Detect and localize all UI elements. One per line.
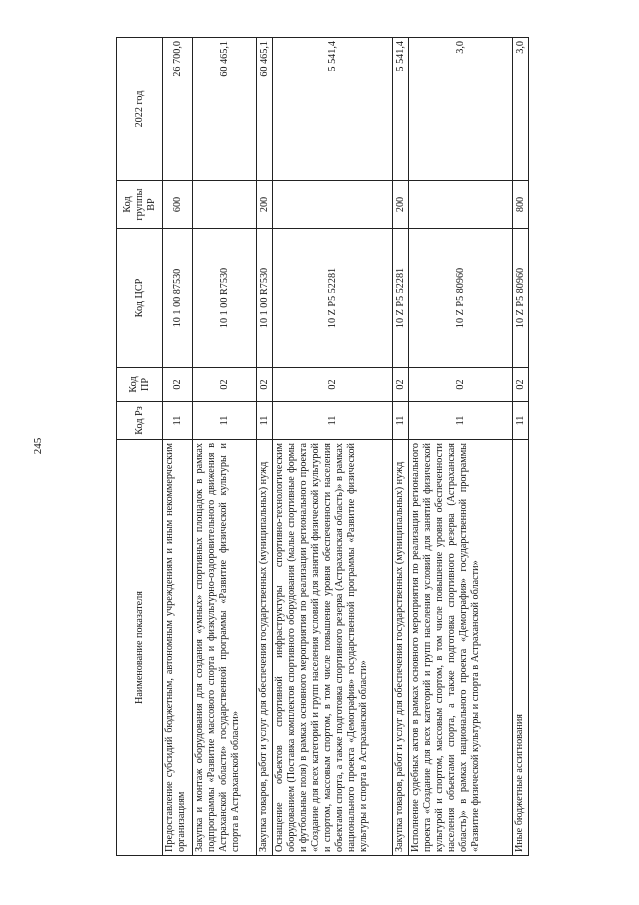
row-csr: 10 1 00 R7530 [193,229,257,368]
row-value: 60 465,1 [257,38,273,181]
row-csr: 10 Z P5 52281 [273,229,393,368]
table-header-row [117,38,163,856]
row-name: Предоставление субсидий бюджетным, автономным учреждениям и иным некоммерческим организациям [163,440,193,856]
header-name: Наименование показателя [117,440,163,856]
header-rz: Код Рз [117,402,163,440]
header-vr: Код группы ВР [117,181,163,229]
row-rz: 11 [393,402,409,440]
table-row [163,38,193,856]
header-csr: Код ЦСР [117,229,163,368]
row-value: 5 541,4 [273,38,393,181]
row-rz: 11 [257,402,273,440]
row-rz: 11 [193,402,257,440]
row-vr: 200 [257,181,273,229]
rotated-table-wrapper [116,38,528,856]
page-number: 245 [32,437,44,455]
table-row [393,38,409,856]
row-pr: 02 [257,368,273,402]
row-pr: 02 [193,368,257,402]
row-csr: 10 1 00 87530 [163,229,193,368]
row-pr: 02 [409,368,513,402]
row-pr: 02 [273,368,393,402]
row-csr: 10 Z P5 80960 [513,229,529,368]
header-pr: Код ПР [117,368,163,402]
row-vr: 200 [393,181,409,229]
row-pr: 02 [393,368,409,402]
row-vr: 800 [513,181,529,229]
row-value: 3,0 [513,38,529,181]
row-name: Оснащение объектов спортивной инфраструктуры спортивно-технологическим оборудованием (Поставка комплектов спортивного оборудования (малые спортивные формы и футбольные поля) в рамках основного мероприятия по реализации регионального проекта «Создание для всех категорий и групп населения условий для занятий физической культурой и спортом, массовым спортом, в том числе повышение уровня обеспеченности населения объектами спорта, а также подготовка спортивного резерва (Астраханская область)» в рамках национального проекта «Демография» государственной программы «Развитие физической культуры и спорта в Астраханской области» [273,440,393,856]
row-rz: 11 [163,402,193,440]
row-value: 3,0 [409,38,513,181]
table-row [193,38,257,856]
row-pr: 02 [163,368,193,402]
row-value: 60 465,1 [193,38,257,181]
row-name: Исполнение судебных актов в рамках основного мероприятия по реализации регионального проекта «Создание для всех категорий и групп населения условий для занятий физической культурой и спортом, массовым спортом, в том числе повышение уровня обеспеченности населения объектами спорта, а также подготовка спортивного резерва (Астраханская область)» в рамках национального проекта «Демография» государственной программы «Развитие физической культуры и спорта в Астраханской области» [409,440,513,856]
row-rz: 11 [513,402,529,440]
header-year: 2022 год [117,38,163,181]
row-value: 5 541,4 [393,38,409,181]
row-vr [193,181,257,229]
row-rz: 11 [409,402,513,440]
row-csr: 10 1 00 R7530 [257,229,273,368]
row-rz: 11 [273,402,393,440]
table-row [257,38,273,856]
table-row [409,38,513,856]
row-name: Иные бюджетные ассигнования [513,440,529,856]
row-vr [273,181,393,229]
row-csr: 10 Z P5 80960 [409,229,513,368]
row-value: 26 700,0 [163,38,193,181]
row-name: Закупка товаров, работ и услуг для обеспечения государственных (муниципальных) нужд [393,440,409,856]
row-vr: 600 [163,181,193,229]
table-row [273,38,393,856]
row-name: Закупка товаров, работ и услуг для обеспечения государственных (муниципальных) нужд [257,440,273,856]
row-vr [409,181,513,229]
table-row [513,38,529,856]
row-name: Закупка и монтаж оборудования для создания «умных» спортивных площадок в рамках подпрограммы «Развитие массового спорта и физкультурно-оздоровительного движения в Астраханской области» государственной программы «Развитие физической культуры и спорта в Астраханской области» [193,440,257,856]
budget-table [116,37,529,856]
row-pr: 02 [513,368,529,402]
row-csr: 10 Z P5 52281 [393,229,409,368]
